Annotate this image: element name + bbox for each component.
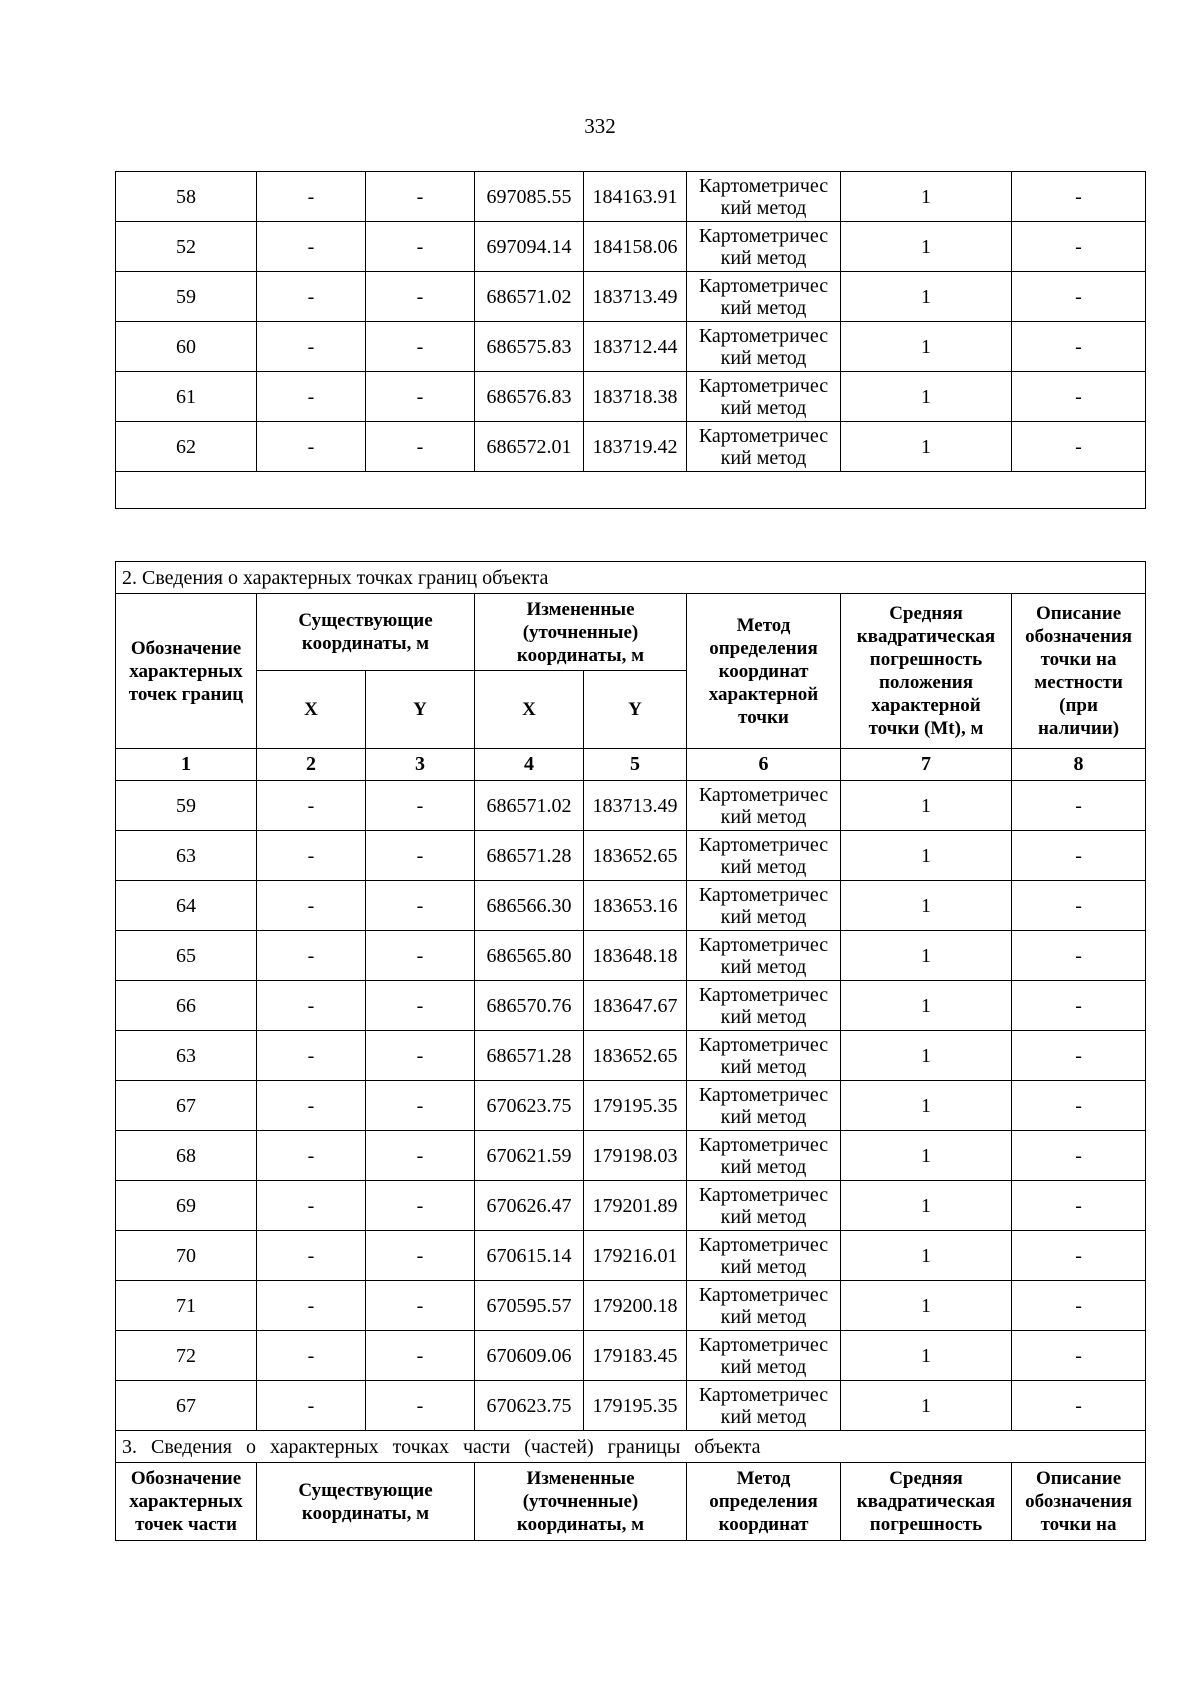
existing-x: - xyxy=(257,372,366,422)
method-line-1: Картометричес xyxy=(698,1033,829,1056)
table-row xyxy=(116,1381,1146,1431)
changed-x: 670609.06 xyxy=(475,1331,584,1381)
header-designation xyxy=(116,594,257,749)
method-line-2: кий метод xyxy=(720,1305,807,1328)
table-row xyxy=(116,931,1146,981)
header-method-part xyxy=(687,1463,841,1541)
method-cell xyxy=(687,372,841,422)
method-line-1: Картометричес xyxy=(698,324,829,347)
header-description xyxy=(1012,594,1146,749)
table-row xyxy=(116,1081,1146,1131)
method-line-1: Картометричес xyxy=(698,1333,829,1356)
changed-y: 179216.01 xyxy=(584,1231,687,1281)
mean-error: 1 xyxy=(841,1081,1012,1131)
column-numbers-row xyxy=(116,749,1146,781)
header-line: координаты, м xyxy=(516,644,645,666)
header-line: определения xyxy=(709,637,818,659)
header-line: точки на xyxy=(1040,649,1117,670)
table-row xyxy=(116,422,1146,472)
header-line: местности xyxy=(1034,672,1123,693)
point-description: - xyxy=(1012,1131,1146,1181)
existing-y: - xyxy=(366,1331,475,1381)
table-row xyxy=(116,1031,1146,1081)
table-row xyxy=(116,981,1146,1031)
header-line: характерных xyxy=(129,1491,243,1512)
changed-x: 686566.30 xyxy=(475,881,584,931)
existing-y: - xyxy=(366,831,475,881)
mean-error: 1 xyxy=(841,981,1012,1031)
header-line: Существующие xyxy=(298,1479,433,1501)
changed-y: 179200.18 xyxy=(584,1281,687,1331)
header-changed-x: X xyxy=(475,671,584,749)
point-number: 67 xyxy=(116,1381,257,1431)
method-cell xyxy=(687,1131,841,1181)
header-existing-coordinates xyxy=(257,594,475,671)
table-row xyxy=(116,1331,1146,1381)
point-number: 59 xyxy=(116,781,257,831)
changed-x: 686571.28 xyxy=(475,1031,584,1081)
changed-x: 686571.28 xyxy=(475,831,584,881)
existing-x: - xyxy=(257,781,366,831)
mean-error: 1 xyxy=(841,272,1012,322)
column-number: 2 xyxy=(257,749,366,781)
header-line: Обозначение xyxy=(130,1468,242,1489)
header-line: Метод xyxy=(736,1468,791,1489)
mean-error: 1 xyxy=(841,1381,1012,1431)
changed-x: 697085.55 xyxy=(475,172,584,222)
method-line-2: кий метод xyxy=(720,1355,807,1378)
point-number: 63 xyxy=(116,831,257,881)
point-description: - xyxy=(1012,781,1146,831)
method-line-1: Картометричес xyxy=(698,883,829,906)
changed-x: 686576.83 xyxy=(475,372,584,422)
method-line-2: кий метод xyxy=(720,1205,807,1228)
mean-error: 1 xyxy=(841,1331,1012,1381)
section-2-header-row xyxy=(116,594,1146,671)
existing-x: - xyxy=(257,1381,366,1431)
header-line: точки xyxy=(738,706,789,728)
changed-y: 184158.06 xyxy=(584,222,687,272)
method-line-1: Картометричес xyxy=(698,833,829,856)
header-line: координаты, м xyxy=(301,1502,430,1524)
header-line: (уточненные) xyxy=(522,621,639,643)
changed-x: 686570.76 xyxy=(475,981,584,1031)
method-line-1: Картометричес xyxy=(698,1233,829,1256)
method-line-2: кий метод xyxy=(720,446,807,469)
section-2-title-row xyxy=(116,562,1146,594)
point-number: 70 xyxy=(116,1231,257,1281)
header-line: координаты, м xyxy=(301,633,430,654)
header-changed-coordinates-part xyxy=(475,1463,687,1541)
method-line-2: кий метод xyxy=(720,296,807,319)
method-line-1: Картометричес xyxy=(698,274,829,297)
point-description: - xyxy=(1012,422,1146,472)
point-description: - xyxy=(1012,881,1146,931)
changed-x: 670623.75 xyxy=(475,1381,584,1431)
existing-x: - xyxy=(257,981,366,1031)
header-line: Существующие xyxy=(298,610,433,631)
header-line: характерной xyxy=(708,683,819,705)
column-number: 8 xyxy=(1012,749,1146,781)
changed-y: 179198.03 xyxy=(584,1131,687,1181)
existing-x: - xyxy=(257,881,366,931)
existing-y: - xyxy=(366,322,475,372)
mean-error: 1 xyxy=(841,372,1012,422)
method-line-1: Картометричес xyxy=(698,1183,829,1206)
point-description: - xyxy=(1012,1331,1146,1381)
point-description: - xyxy=(1012,931,1146,981)
method-cell xyxy=(687,881,841,931)
existing-x: - xyxy=(257,272,366,322)
empty-row xyxy=(116,472,1146,509)
method-line-2: кий метод xyxy=(720,1055,807,1078)
top-coordinates-table xyxy=(115,171,1146,509)
header-existing-x: X xyxy=(257,671,366,749)
changed-y: 179195.35 xyxy=(584,1081,687,1131)
existing-x: - xyxy=(257,1231,366,1281)
changed-x: 686565.80 xyxy=(475,931,584,981)
changed-x: 697094.14 xyxy=(475,222,584,272)
header-error xyxy=(841,594,1012,749)
changed-x: 670626.47 xyxy=(475,1181,584,1231)
header-line: Средняя xyxy=(889,1468,963,1489)
changed-y: 183652.65 xyxy=(584,831,687,881)
existing-x: - xyxy=(257,931,366,981)
existing-y: - xyxy=(366,1031,475,1081)
header-line: квадратическая xyxy=(856,1491,996,1512)
header-line: точки (Mt), м xyxy=(868,718,984,739)
point-description: - xyxy=(1012,372,1146,422)
changed-y: 183653.16 xyxy=(584,881,687,931)
table-row xyxy=(116,1231,1146,1281)
method-cell xyxy=(687,1181,841,1231)
point-number: 62 xyxy=(116,422,257,472)
existing-x: - xyxy=(257,322,366,372)
existing-x: - xyxy=(257,222,366,272)
header-line: координат xyxy=(718,660,809,682)
column-number: 1 xyxy=(116,749,257,781)
point-description: - xyxy=(1012,831,1146,881)
column-number: 3 xyxy=(366,749,475,781)
table-row xyxy=(116,781,1146,831)
mean-error: 1 xyxy=(841,422,1012,472)
point-number: 71 xyxy=(116,1281,257,1331)
header-line: (при xyxy=(1059,695,1098,716)
method-line-1: Картометричес xyxy=(698,174,829,197)
method-line-2: кий метод xyxy=(720,196,807,219)
mean-error: 1 xyxy=(841,881,1012,931)
header-method xyxy=(687,594,841,749)
mean-error: 1 xyxy=(841,1231,1012,1281)
method-cell xyxy=(687,222,841,272)
changed-x: 686571.02 xyxy=(475,272,584,322)
point-description: - xyxy=(1012,222,1146,272)
header-line: характерной xyxy=(871,695,981,716)
point-number: 61 xyxy=(116,372,257,422)
mean-error: 1 xyxy=(841,172,1012,222)
existing-y: - xyxy=(366,1381,475,1431)
method-line-1: Картометричес xyxy=(698,983,829,1006)
changed-y: 179183.45 xyxy=(584,1331,687,1381)
mean-error: 1 xyxy=(841,931,1012,981)
method-line-2: кий метод xyxy=(720,346,807,369)
header-line: координаты, м xyxy=(516,1514,645,1535)
existing-x: - xyxy=(257,422,366,472)
column-number: 4 xyxy=(475,749,584,781)
existing-y: - xyxy=(366,172,475,222)
section-3-header-row xyxy=(116,1463,1146,1541)
existing-y: - xyxy=(366,422,475,472)
point-number: 65 xyxy=(116,931,257,981)
table-row xyxy=(116,172,1146,222)
point-description: - xyxy=(1012,322,1146,372)
existing-x: - xyxy=(257,1131,366,1181)
header-changed-coordinates xyxy=(475,594,687,671)
method-cell xyxy=(687,1081,841,1131)
point-number: 67 xyxy=(116,1081,257,1131)
header-line: обозначения xyxy=(1025,626,1132,647)
point-description: - xyxy=(1012,981,1146,1031)
mean-error: 1 xyxy=(841,831,1012,881)
method-line-2: кий метод xyxy=(720,1405,807,1428)
header-line: наличии) xyxy=(1037,718,1120,739)
point-number: 52 xyxy=(116,222,257,272)
column-number: 7 xyxy=(841,749,1012,781)
header-line: Измененные xyxy=(526,1468,635,1489)
changed-y: 183718.38 xyxy=(584,372,687,422)
point-number: 63 xyxy=(116,1031,257,1081)
header-description-part xyxy=(1012,1463,1146,1541)
changed-x: 670623.75 xyxy=(475,1081,584,1131)
method-line-2: кий метод xyxy=(720,855,807,878)
changed-y: 183647.67 xyxy=(584,981,687,1031)
mean-error: 1 xyxy=(841,1031,1012,1081)
existing-x: - xyxy=(257,1331,366,1381)
existing-x: - xyxy=(257,172,366,222)
mean-error: 1 xyxy=(841,781,1012,831)
method-line-2: кий метод xyxy=(720,905,807,928)
header-line: погрешность xyxy=(869,1514,983,1535)
method-line-2: кий метод xyxy=(720,1155,807,1178)
method-line-1: Картометричес xyxy=(698,1083,829,1106)
header-line: точек границ xyxy=(128,683,244,705)
changed-y: 183652.65 xyxy=(584,1031,687,1081)
header-line: точек части xyxy=(135,1514,237,1535)
existing-y: - xyxy=(366,1181,475,1231)
changed-x: 670615.14 xyxy=(475,1231,584,1281)
header-line: Описание xyxy=(1035,1468,1122,1489)
point-number: 59 xyxy=(116,272,257,322)
method-line-1: Картометричес xyxy=(698,933,829,956)
table-row xyxy=(116,322,1146,372)
header-line: (уточненные) xyxy=(522,1491,639,1512)
header-designation-part xyxy=(116,1463,257,1541)
page-number: 332 xyxy=(584,114,616,138)
header-line: обозначения xyxy=(1025,1491,1132,1512)
method-cell xyxy=(687,272,841,322)
point-description: - xyxy=(1012,1031,1146,1081)
method-line-1: Картометричес xyxy=(698,424,829,447)
point-number: 72 xyxy=(116,1331,257,1381)
section-2-title: 2. Сведения о характерных точках границ объекта xyxy=(116,562,1146,594)
existing-x: - xyxy=(257,1031,366,1081)
table-row xyxy=(116,272,1146,322)
header-line: квадратическая xyxy=(856,626,996,647)
method-cell xyxy=(687,1331,841,1381)
changed-x: 686575.83 xyxy=(475,322,584,372)
point-description: - xyxy=(1012,1281,1146,1331)
method-cell xyxy=(687,1281,841,1331)
header-existing-coordinates-part xyxy=(257,1463,475,1541)
method-line-2: кий метод xyxy=(720,1105,807,1128)
existing-x: - xyxy=(257,1081,366,1131)
point-description: - xyxy=(1012,272,1146,322)
method-line-1: Картометричес xyxy=(698,1283,829,1306)
method-cell xyxy=(687,781,841,831)
point-description: - xyxy=(1012,1081,1146,1131)
method-cell xyxy=(687,1031,841,1081)
point-number: 60 xyxy=(116,322,257,372)
boundary-points-table xyxy=(115,561,1146,1541)
table-row xyxy=(116,372,1146,422)
changed-x: 686572.01 xyxy=(475,422,584,472)
method-cell xyxy=(687,1231,841,1281)
point-number: 68 xyxy=(116,1131,257,1181)
method-line-2: кий метод xyxy=(720,396,807,419)
existing-x: - xyxy=(257,1181,366,1231)
method-line-1: Картометричес xyxy=(698,1133,829,1156)
header-line: Средняя xyxy=(889,603,963,624)
changed-y: 184163.91 xyxy=(584,172,687,222)
section-3-title: 3. Сведения о характерных точках части (частей) границы объекта xyxy=(116,1431,1146,1463)
method-line-2: кий метод xyxy=(720,805,807,828)
existing-y: - xyxy=(366,981,475,1031)
changed-y: 183648.18 xyxy=(584,931,687,981)
point-description: - xyxy=(1012,1181,1146,1231)
header-error-part xyxy=(841,1463,1012,1541)
point-description: - xyxy=(1012,1381,1146,1431)
section-2-table-body xyxy=(116,781,1146,1431)
existing-y: - xyxy=(366,1281,475,1331)
changed-x: 670621.59 xyxy=(475,1131,584,1181)
changed-y: 183713.49 xyxy=(584,272,687,322)
point-description: - xyxy=(1012,172,1146,222)
header-line: Описание xyxy=(1035,603,1122,624)
mean-error: 1 xyxy=(841,1181,1012,1231)
method-line-2: кий метод xyxy=(720,1005,807,1028)
header-line: координат xyxy=(718,1514,809,1535)
table-row xyxy=(116,1281,1146,1331)
method-line-2: кий метод xyxy=(720,246,807,269)
point-number: 58 xyxy=(116,172,257,222)
changed-x: 670595.57 xyxy=(475,1281,584,1331)
method-line-1: Картометричес xyxy=(698,224,829,247)
method-cell xyxy=(687,931,841,981)
changed-y: 179195.35 xyxy=(584,1381,687,1431)
point-number: 64 xyxy=(116,881,257,931)
header-line: Измененные xyxy=(526,598,635,620)
method-cell xyxy=(687,831,841,881)
method-line-1: Картометричес xyxy=(698,1383,829,1406)
changed-y: 179201.89 xyxy=(584,1181,687,1231)
header-line: погрешность xyxy=(869,649,983,670)
section-3-title-row xyxy=(116,1431,1146,1463)
header-line: определения xyxy=(709,1491,818,1512)
changed-x: 686571.02 xyxy=(475,781,584,831)
header-existing-y: Y xyxy=(366,671,475,749)
mean-error: 1 xyxy=(841,1281,1012,1331)
point-description: - xyxy=(1012,1231,1146,1281)
header-line: положения xyxy=(878,672,974,693)
method-cell xyxy=(687,981,841,1031)
changed-y: 183719.42 xyxy=(584,422,687,472)
existing-y: - xyxy=(366,1131,475,1181)
existing-y: - xyxy=(366,272,475,322)
existing-y: - xyxy=(366,372,475,422)
mean-error: 1 xyxy=(841,322,1012,372)
header-line: характерных xyxy=(129,660,243,682)
method-cell xyxy=(687,322,841,372)
existing-x: - xyxy=(257,831,366,881)
method-line-1: Картометричес xyxy=(698,783,829,806)
point-number: 69 xyxy=(116,1181,257,1231)
table-row xyxy=(116,881,1146,931)
changed-y: 183713.49 xyxy=(584,781,687,831)
method-cell xyxy=(687,172,841,222)
method-line-2: кий метод xyxy=(720,955,807,978)
existing-y: - xyxy=(366,781,475,831)
table-row xyxy=(116,1131,1146,1181)
mean-error: 1 xyxy=(841,222,1012,272)
existing-x: - xyxy=(257,1281,366,1331)
header-line: Метод xyxy=(736,614,791,636)
existing-y: - xyxy=(366,222,475,272)
method-cell xyxy=(687,1381,841,1431)
header-changed-y: Y xyxy=(584,671,687,749)
point-number: 66 xyxy=(116,981,257,1031)
mean-error: 1 xyxy=(841,1131,1012,1181)
existing-y: - xyxy=(366,881,475,931)
column-number: 5 xyxy=(584,749,687,781)
existing-y: - xyxy=(366,931,475,981)
existing-y: - xyxy=(366,1081,475,1131)
table-row xyxy=(116,1181,1146,1231)
existing-y: - xyxy=(366,1231,475,1281)
table-row xyxy=(116,222,1146,272)
method-line-1: Картометричес xyxy=(698,374,829,397)
method-line-2: кий метод xyxy=(720,1255,807,1278)
method-cell xyxy=(687,422,841,472)
header-line: точки на xyxy=(1040,1514,1117,1535)
table-row xyxy=(116,831,1146,881)
changed-y: 183712.44 xyxy=(584,322,687,372)
top-table-body xyxy=(116,172,1146,472)
header-line: Обозначение xyxy=(130,637,242,659)
column-number: 6 xyxy=(687,749,841,781)
